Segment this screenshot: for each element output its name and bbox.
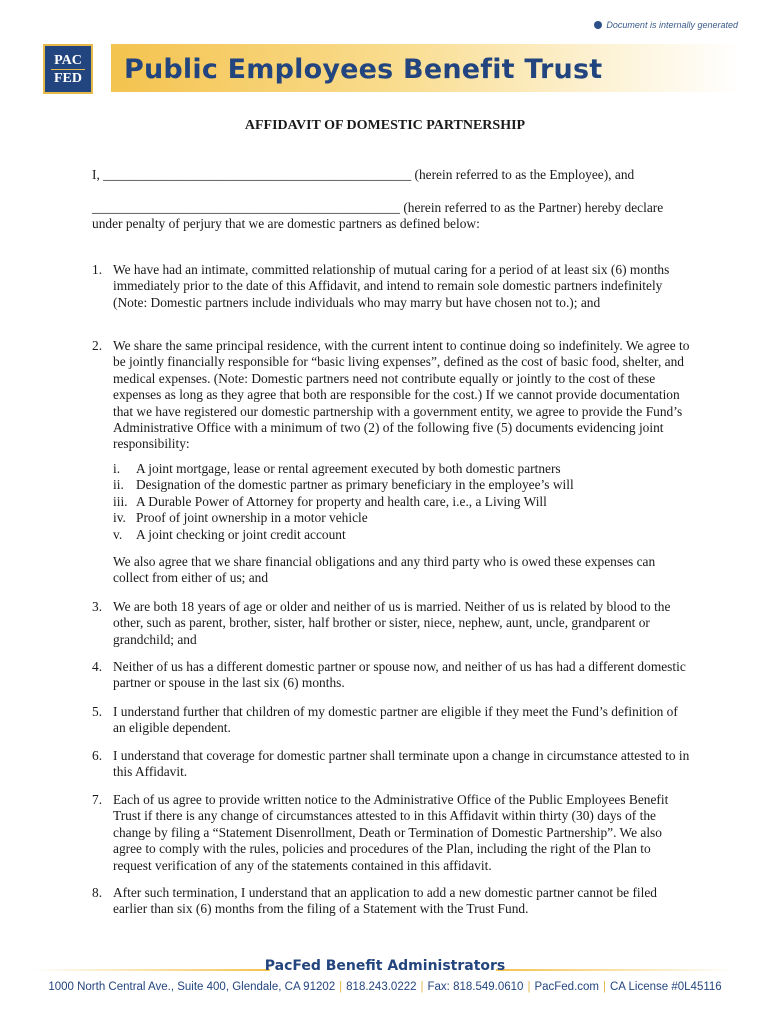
document-title: AFFIDAVIT OF DOMESTIC PARTNERSHIP [244, 118, 526, 133]
list-item [92, 599, 692, 648]
item-text: I understand that coverage for domestic partner shall terminate upon a change in circumstance attested to in this Affidavit. [113, 748, 690, 780]
item-text: Neither of us has a different domestic partner or spouse now, and neither of us has had a different domestic partner or spouse in the last six (6) months. [113, 659, 686, 691]
sublist-item [113, 477, 673, 493]
item-text: I understand further that children of my domestic partner are eligible if they meet the Fund’s definition of an eligible dependent. [113, 704, 678, 736]
sublist-text: Designation of the domestic partner as primary beneficiary in the employee’s will [136, 477, 574, 493]
logo-top-text: PAC [54, 52, 82, 68]
sublist-number: iii. [113, 493, 128, 509]
footer-license: CA License #0L45116 [610, 981, 722, 993]
list-item [92, 885, 692, 918]
internally-generated-note [594, 20, 738, 30]
item-number: 8. [92, 885, 103, 900]
sublist-text: Proof of joint ownership in a motor vehicle [136, 510, 368, 526]
separator: | [339, 981, 343, 993]
item-number: 2. [92, 338, 103, 353]
item-text: Each of us agree to provide written notice to the Administrative Office of the Public Employees Benefit Trust if there is any change of circumstances attested to in this Affidavit within thirty (30) days of the change by filing a “Statement Disenrollment, Death or Termination of Domestic Partnership”. We also agree to comply with the rules, policies and procedures of the Plan, including the right of the Plan to request verification of any of the statements contained in this affidavit. [113, 792, 669, 873]
list-item [92, 704, 692, 737]
sublist-number: ii. [113, 477, 124, 493]
sublist-number: iv. [113, 510, 126, 526]
item-text: We share the same principal residence, with the current intent to continue doing so indefinitely. We agree to be jointly financially responsible for “basic living expenses”, defined as the cost of basic food, shelter, and medical expenses. (Note: Domestic partners need not contribute equally or jointly to the cost of these expenses as long as they agree that both are responsible for the cost.) If we cannot provide documentation that we have registered our domestic partnership with a government entity, we agree to provide the Fund’s Administrative Office with a minimum of two (2) of the following five (5) documents evidencing joint responsibility: [113, 338, 690, 452]
partner-line: ______________________________________________ (herein referred to as the Partner) hereby declare under penalty of perjury that we are domestic partners as defined below: [92, 200, 664, 232]
item-text: After such termination, I understand that an application to add a new domestic partner cannot be filed earlier than six (6) months from the filing of a Statement with the Trust Fund. [113, 885, 657, 917]
employee-line: I, ______________________________________________ (herein referred to as the Employee), and [92, 167, 635, 182]
sublist-text: A joint mortgage, lease or rental agreement executed by both domestic partners [136, 461, 561, 476]
separator: | [527, 981, 531, 993]
item-number: 4. [92, 659, 103, 674]
sublist-item [113, 510, 673, 526]
list-item [92, 262, 692, 311]
evidence-sublist [113, 461, 673, 543]
list-item [92, 748, 692, 781]
footer-brand-name: PacFed Benefit Administrators [264, 958, 506, 974]
footer-fax: Fax: 818.549.0610 [427, 981, 524, 993]
separator: | [420, 981, 424, 993]
list-item [92, 792, 692, 874]
item-number: 5. [92, 704, 103, 719]
banner-title: Public Employees Benefit Trust [124, 54, 603, 85]
footer-contact [0, 981, 770, 993]
item-number: 6. [92, 748, 103, 763]
sublist-number: v. [113, 526, 123, 542]
sublist-number: i. [113, 461, 121, 476]
item-number: 1. [92, 262, 103, 277]
footer-address: 1000 North Central Ave., Suite 400, Glendale, CA 91202 [48, 981, 336, 993]
item-text: We have had an intimate, committed relationship of mutual caring for a period of at least six (6) months immediately prior to the date of this Affidavit, and intend to remain sole domestic partners indefinitely (Note: Domestic partners include individuals who may marry but have chosen not to.); and [113, 262, 670, 310]
pacfed-logo [43, 44, 93, 94]
sublist-text: A Durable Power of Attorney for property and health care, i.e., a Living Will [136, 493, 547, 509]
item-text: We are both 18 years of age or older and neither of us is married. Neither of us is related by blood to the other, such as parent, brother, sister, half brother or sister, niece, nephew, aunt, uncle, grandparent or grandchild; and [113, 599, 671, 647]
sublist-item [113, 494, 673, 510]
logo-divider [51, 69, 85, 70]
logo-bottom-text: FED [54, 70, 82, 86]
item-number: 7. [92, 792, 103, 807]
list-item [92, 338, 692, 453]
sublist-text: A joint checking or joint credit account [136, 526, 346, 542]
footer-website: PacFed.com [534, 981, 599, 993]
sublist-item [113, 461, 673, 477]
footer-phone: 818.243.0222 [346, 981, 417, 993]
internally-generated-text: Document is internally generated [606, 20, 738, 30]
sublist-item [113, 527, 673, 543]
financial-obligation-text: We also agree that we share financial obligations and any third party who is owed these expenses can collect from either of us; and [113, 554, 656, 586]
info-icon [594, 21, 602, 29]
separator: | [603, 981, 606, 993]
footer-brand [0, 958, 770, 978]
list-item [92, 659, 692, 692]
item-number: 3. [92, 599, 103, 614]
